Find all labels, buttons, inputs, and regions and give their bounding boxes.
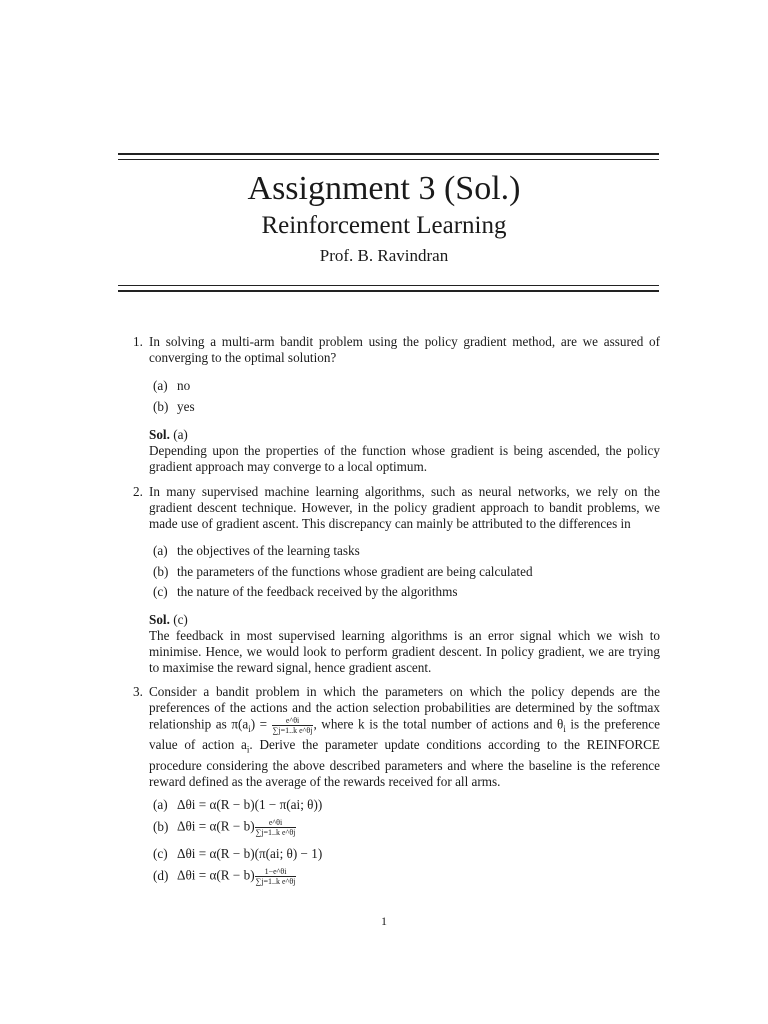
question-1-solution	[149, 427, 660, 475]
question-3-option-b: (b) Δθi = α(R − b) $\frac{e\^{}\theta i}{\text{∑j=1..k e\textasciicircum{}θj}}$	[153, 818, 296, 837]
question-number: 2.	[133, 484, 143, 499]
question-1	[133, 334, 660, 366]
bottom-rule	[118, 285, 659, 292]
question-2-option-c: (c) the nature of the feedback received by the algorithms	[153, 584, 458, 599]
question-2-solution	[149, 612, 660, 676]
question-2	[133, 484, 660, 532]
question-1-option-a: (a) no	[153, 378, 191, 393]
question-number: 3.	[133, 684, 143, 699]
question-3-option-a: (a) Δθi = α(R − b)(1 − π(ai; θ))	[153, 797, 323, 812]
page-number: 1	[381, 914, 387, 928]
solution-label: Sol.	[149, 427, 170, 442]
solution-label: Sol.	[149, 612, 170, 627]
option-b-fraction: $\frac{e\^{}\theta i}{\text{∑j=1..k e\textasciicircum{}θj}}$	[255, 818, 296, 837]
question-3-option-c: (c) Δθi = α(R − b)(π(ai; θ) − 1)	[153, 846, 323, 861]
option-d-fraction: $\frac{1-e\^{}\theta i}{\text{∑j=1..k e\textasciicircum{}θj}}$	[255, 867, 296, 886]
document-author: Prof. B. Ravindran	[319, 246, 449, 265]
top-rule	[118, 153, 659, 160]
solution-answer: (c)	[173, 612, 188, 627]
document-subtitle: Reinforcement Learning	[261, 212, 507, 239]
question-3-option-d: (d) Δθi = α(R − b) $\frac{1-e\^{}\theta i}{\text{∑j=1..k e\textasciicircum{}θj}}$	[153, 867, 296, 886]
question-1-option-b: (b) yes	[153, 399, 195, 414]
solution-answer: (a)	[173, 427, 188, 442]
solution-text: The feedback in most supervised learning algorithms is an error signal which we wish to minimise. Hence, we would look to perform gradient descent. In policy gradient, we are trying to maximise the reward signal, hence gradient ascent.	[149, 628, 660, 675]
question-number: 1.	[133, 334, 143, 349]
document-title: Assignment 3 (Sol.)	[247, 170, 521, 207]
question-text: In many supervised machine learning algorithms, such as neural networks, we rely on the gradient descent technique. However, in the policy gradient approach to bandit problems, we made use of gradient ascent. This discrepancy can mainly be attributed to the differences in	[149, 484, 660, 531]
solution-text: Depending upon the properties of the function whose gradient is being ascended, the policy gradient approach may converge to a local optimum.	[149, 443, 660, 474]
softmax-fraction: $\frac{e\^{}\theta i}{\text{∑j=1..k e\textasciicircum{}θj}}$	[272, 716, 313, 735]
question-2-option-b: (b) the parameters of the functions whose gradient are being calculated	[153, 564, 533, 579]
question-3: 3. Consider a bandit problem in which the parameters on which the policy depends are the preferences of the actions and the action selection probabilities are determined by the softmax relationship as $\pi(a_i)$ = $\frac{e\^{}\theta i}{\text{∑j=1..k e\textasciicircum{}θj}}$ , where k is the total number of actions and $\theta_i$ is the preference value of action $a_i$. Derive the parameter update conditions according to the REINFORCE procedure considering the above described parameters and where the baseline is the reference reward defined as the average of the rewards received for all arms.	[133, 684, 660, 789]
question-2-option-a: (a) the objectives of the learning tasks	[153, 543, 360, 558]
question-text: In solving a multi-arm bandit problem using the policy gradient method, are we assured of converging to the optimal solution?	[149, 334, 660, 365]
